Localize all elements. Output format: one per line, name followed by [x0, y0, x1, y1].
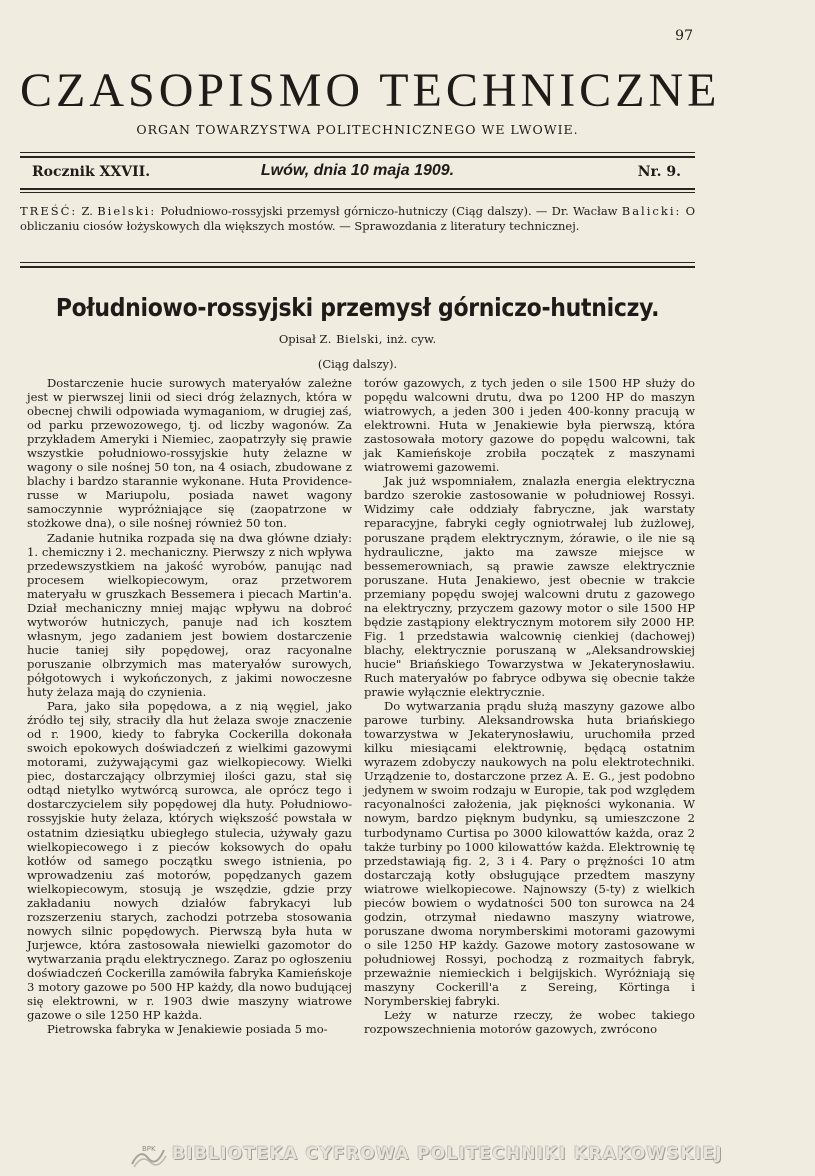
byline-author: Z. Bielski,: [319, 332, 383, 346]
paragraph: Do wytwarzania prądu służą maszyny gazowe albo parowe turbiny. Aleksandrowska huta briańskiego towarzystwa w Jekaterynosławiu, uruchomiła przed kilku miesiącami elektrownię, będącą ostatnim wyrazem zdobyczy naukowych na polu elektrotechniki. Urządzenie to, dostarczone przez A. E. G., jest podobno jedynem w swoim rodzaju w Europie, tak pod względem racyonalności założenia, jak piękności wykonania. W nowym, bardzo pięknym budynku, są umieszczone 2 turbodynamo Curtisa po 3000 kilowattów każda, oraz 2 także turbiny po 1000 kilowattów każda. Elektrownię tę przedstawiają fig. 2, 3 i 4. Pary o prężności 10 atm dostarczają kotły obsługujące przedtem maszyny wiatrowe wielkopiecowe. Najnowszy (5-ty) z wielkich pieców bowiem o wydatności 500 ton surowca na 24 godzin, otrzymał niedawno maszyny wiatrowe, poruszane dwoma norymberskimi motorami gazowymi o sile 1250 HP każdy. Gazowe motory zastosowane w południowej Rossyi, pochodzą z rozmaitych fabryk, przeważnie niemieckich i belgijskich. Wyróżniają się maszyny Cockerill'a z Sereing, Körtinga i Norymberskiej fabryki.: [364, 699, 695, 1009]
paragraph: Para, jako siła popędowa, a z nią węgiel, jako źródło tej siły, straciły dla hut żelaza swoje znaczenie od r. 1900, kiedy to fabryka Cockerilla dokonała swoich epokowych doświadczeń z wielkimi gazowymi motorami, zużywającymi gaz wielkopiecowy. Wielki piec, dostarczający olbrzymiej ilości gazu, stał się odtąd nietylko wytwórcą surowca, ale oprócz tego i dostarczycielem siły popędowej dla huty. Południowo-rossyjskie huty żelaza, których większość powstała w ostatnim dziesiątku ubiegłego stulecia, używały gazu wielkopiecowego i z pieców koksowych do opału kotłów od samego początku swego istnienia, po wprowadzeniu zaś motorów, popędzanych gazem wielkopiecowym, stosują je wszędzie, gdzie przy zakładaniu nowych działów fabrykacyi lub rozszerzeniu starych, zachodzi potrzeba stosowania nowych silnic popędowych. Pierwszą była huta w Jurjewce, która zastosowała niewielki gazomotor do wytwarzania prądu elektrycznego. Zaraz po ogłoszeniu doświadczeń Cockerilla zamówiła fabryka Kamieńskoje 3 motory gazowe po 500 HP każdy, dla nowo budującej się elektrowni, w r. 1903 dwie maszyny wiatrowe gazowe o sile 1250 HP każda.: [27, 699, 352, 1023]
library-watermark-text: BIBLIOTEKA CYFROWA POLITECHNIKI KRAKOWSKIEJ: [172, 1144, 723, 1164]
masthead: [20, 64, 721, 137]
volume-label: Rocznik XXVII.: [32, 164, 151, 180]
paragraph: torów gazowych, z tych jeden o sile 1500 HP służy do popędu walcowni drutu, dwa po 1200 HP do maszyn wiatrowych, a jeden 300 i jeden 400-konny pracują w elektrowni. Huta w Jenakiewie była pierwszą, która zastosowała motory gazowe do popędu walcowni, tak jak Kamieńskoje zrobiła początek z maszynami wiatrowemi gazowemi.: [364, 376, 695, 475]
toc-author-1: Bielski:: [97, 204, 157, 218]
rule-info-bottom-thin: [20, 192, 695, 193]
left-column: [27, 376, 352, 1036]
issue-info-bar: [20, 160, 695, 184]
toc-title-1: Południowo-rossyjski przemysł górniczo-hutniczy (Ciąg dalszy). — Dr. Wacław: [160, 204, 618, 218]
paragraph: Pietrowska fabryka w Jenakiewie posiada 5 mo-: [47, 1022, 328, 1037]
issue-date: Lwów, dnia 10 maja 1909.: [260, 162, 455, 179]
library-logo-icon: [128, 1142, 168, 1170]
rule-toc-bottom-thick: [20, 266, 695, 268]
toc-prefix: Z.: [81, 204, 93, 218]
paragraph: Dostarczenie hucie surowych materyałów zależne jest w pierwszej linii od sieci dróg żelaznych, która w obecnej chwili odpowiada wymaganiom, w drugiej zaś, od parku przewozowego, tj. od liczby wagonów. Za przykładem Ameryki i Niemiec, zaopatrzyły się prawie wszystkie południowo-rossyjskie huty żelazne w wagony o sile nośnej 50 ton, na 4 osiach, zbudowane z blachy i bardzo starannie wykonane. Huta Providence-russe w Mariupolu, posiada nawet wagony samoczynnie wypróżniające się (zaopatrzone w stożkowe dna), o sile nośnej również 50 ton.: [27, 376, 352, 531]
toc-label: TREŚĆ:: [20, 204, 78, 218]
byline-prefix: Opisał: [278, 332, 316, 346]
paragraph: Zadanie hutnika rozpada się na dwa główne działy: 1. chemiczny i 2. mechaniczny. Pierwszy z nich wpływa przedewszystkiem na jakość wyrobów, panując nad procesem wielkopiecowym, oraz przetworem materyału w gruszkach Bessemera i piecach Martin'a. Dział mechaniczny mniej mając wpływu na dobroć wytworów hutniczych, panuje nad ich kosztem własnym, jego zadaniem jest bowiem dostarczenie hucie taniej siły popędowej, oraz racyonalne poruszanie olbrzymich mas materyałów surowych, półgotowych i wykończonych, z jakimi nowoczesne huty żelaza mają do czynienia.: [27, 530, 352, 700]
journal-title: CZASOPISMO TECHNICZNE: [20, 64, 721, 117]
toc-title-2: O obliczaniu ciosów łożyskowych dla większych mostów. — Sprawozdania z literatury technicznej.: [20, 204, 696, 233]
paragraph: Jak już wspomniałem, znalazła energia elektryczna bardzo szerokie zastosowanie w południowej Rossyi. Widzimy całe oddziały fabryczne, jak warstaty reparacyjne, fabryki cegły ogniotrwałej lub żużlowej, poruszane prądem elektrycznym, żórawie, o ile nie są hydrauliczne, jakto ma zawsze miejsce w bessemerowniach, są prawie zawsze elektrycznie poruszane. Huta Jenakiewo, jest obecnie w trakcie przemiany popędu swojej walcowni drutu z gazowego na elektryczny, przyczem gazowy motor o sile 1500 HP będzie zastąpiony elektrycznym motorem siły 2000 HP. Fig. 1 przedstawia walcownię cienkiej (dachowej) blachy, elektrycznie poruszaną w „Aleksandrowskiej hucie" Briańskiego Towarzystwa w Jekaterynosławiu. Ruch materyałów po fabryce odbywa się obecnie także prawie wyłącznie elektrycznie.: [364, 474, 695, 700]
issue-number: Nr. 9.: [637, 164, 681, 180]
byline-suffix: inż. cyw.: [386, 332, 437, 346]
journal-subtitle: ORGAN TOWARZYSTWA POLITECHNICZNEGO WE LWOWIE.: [136, 122, 579, 137]
svg-text:BPK: BPK: [142, 1145, 156, 1153]
library-watermark: [0, 1138, 815, 1176]
toc-author-2: Balicki:: [621, 204, 682, 218]
continued-note: (Ciąg dalszy).: [317, 357, 398, 371]
article-byline: [20, 332, 695, 346]
right-column: [364, 376, 695, 1036]
page-number: 97: [675, 28, 693, 44]
paragraph: Leży w naturze rzeczy, że wobec takiego rozpowszechnienia motorów gazowych, zwrócono: [364, 1008, 695, 1037]
rule-top-thick: [20, 156, 695, 158]
rule-info-bottom: [20, 188, 695, 190]
rule-top: [20, 152, 695, 153]
table-of-contents: [20, 204, 695, 233]
rule-toc-bottom: [20, 262, 695, 263]
article-title: Południowo-rossyjski przemysł górniczo-hutniczy.: [55, 294, 660, 323]
